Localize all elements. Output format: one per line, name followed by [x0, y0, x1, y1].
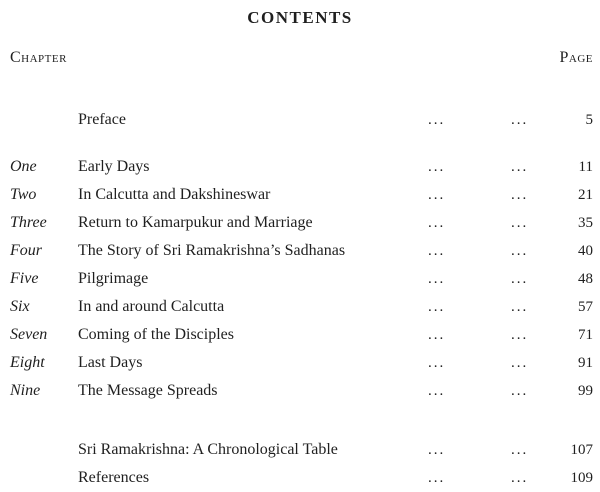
dot-leader: ...	[428, 243, 446, 259]
page-column-label: Page	[559, 49, 593, 66]
toc-row	[0, 153, 600, 181]
entry-title: References	[78, 469, 150, 486]
chapter-column-label: Chapter	[10, 49, 67, 66]
page-number: 48	[578, 271, 593, 287]
dot-leader: ...	[511, 355, 529, 371]
dot-leader: ...	[428, 470, 446, 486]
chapter-number: Five	[10, 270, 39, 287]
chapter-number: Nine	[10, 382, 41, 399]
page-number: 21	[578, 187, 593, 203]
dot-leader: ...	[428, 112, 446, 128]
column-header-row	[0, 50, 600, 66]
entry-title: In and around Calcutta	[78, 298, 225, 315]
toc-row	[0, 464, 600, 492]
entry-title: Early Days	[78, 158, 150, 175]
entry-title: Pilgrimage	[78, 270, 149, 287]
entry-title: The Story of Sri Ramakrishna’s Sadhanas	[78, 242, 346, 259]
page-number: 71	[578, 327, 593, 343]
page-number: 107	[570, 442, 593, 458]
dot-leader: ...	[428, 383, 446, 399]
chapter-number: Eight	[10, 354, 45, 371]
page-number: 40	[578, 243, 593, 259]
entry-title: Sri Ramakrishna: A Chronological Table	[78, 441, 338, 458]
entry-title: The Message Spreads	[78, 382, 218, 399]
dot-leader: ...	[428, 159, 446, 175]
appendix-section	[0, 436, 600, 492]
chapter-number: Four	[10, 242, 42, 259]
dot-leader: ...	[511, 299, 529, 315]
preface-section	[0, 106, 600, 134]
page-number: 109	[570, 470, 593, 486]
chapters-section	[0, 153, 600, 405]
toc-row	[0, 349, 600, 377]
dot-leader: ...	[428, 271, 446, 287]
dot-leader: ...	[428, 327, 446, 343]
dot-leader: ...	[511, 112, 529, 128]
page-number: 99	[578, 383, 593, 399]
toc-row	[0, 377, 600, 405]
entry-title: Last Days	[78, 354, 143, 371]
dot-leader: ...	[428, 215, 446, 231]
toc-row	[0, 237, 600, 265]
dot-leader: ...	[511, 470, 529, 486]
dot-leader: ...	[428, 187, 446, 203]
dot-leader: ...	[428, 299, 446, 315]
dot-leader: ...	[511, 159, 529, 175]
dot-leader: ...	[511, 271, 529, 287]
toc-row	[0, 106, 600, 134]
dot-leader: ...	[428, 442, 446, 458]
toc-row	[0, 436, 600, 464]
toc-row	[0, 265, 600, 293]
chapter-number: Two	[10, 186, 37, 203]
page-number: 5	[585, 112, 593, 128]
entry-title: Return to Kamarpukur and Marriage	[78, 214, 313, 231]
toc-row	[0, 321, 600, 349]
dot-leader: ...	[511, 383, 529, 399]
page-title: CONTENTS	[247, 8, 353, 27]
dot-leader: ...	[511, 243, 529, 259]
dot-leader: ...	[511, 187, 529, 203]
dot-leader: ...	[511, 327, 529, 343]
entry-title: In Calcutta and Dakshineswar	[78, 186, 271, 203]
chapter-number: Seven	[10, 326, 48, 343]
toc-row	[0, 293, 600, 321]
toc-row	[0, 209, 600, 237]
toc-row	[0, 181, 600, 209]
dot-leader: ...	[511, 215, 529, 231]
entry-title: Coming of the Disciples	[78, 326, 234, 343]
dot-leader: ...	[428, 355, 446, 371]
dot-leader: ...	[511, 442, 529, 458]
page-number: 91	[578, 355, 593, 371]
page-number: 11	[578, 159, 593, 175]
chapter-number: Six	[10, 298, 30, 315]
entry-title: Preface	[78, 111, 126, 128]
chapter-number: Three	[10, 214, 47, 231]
page-number: 57	[578, 299, 593, 315]
page-number: 35	[578, 215, 593, 231]
chapter-number: One	[10, 158, 37, 175]
